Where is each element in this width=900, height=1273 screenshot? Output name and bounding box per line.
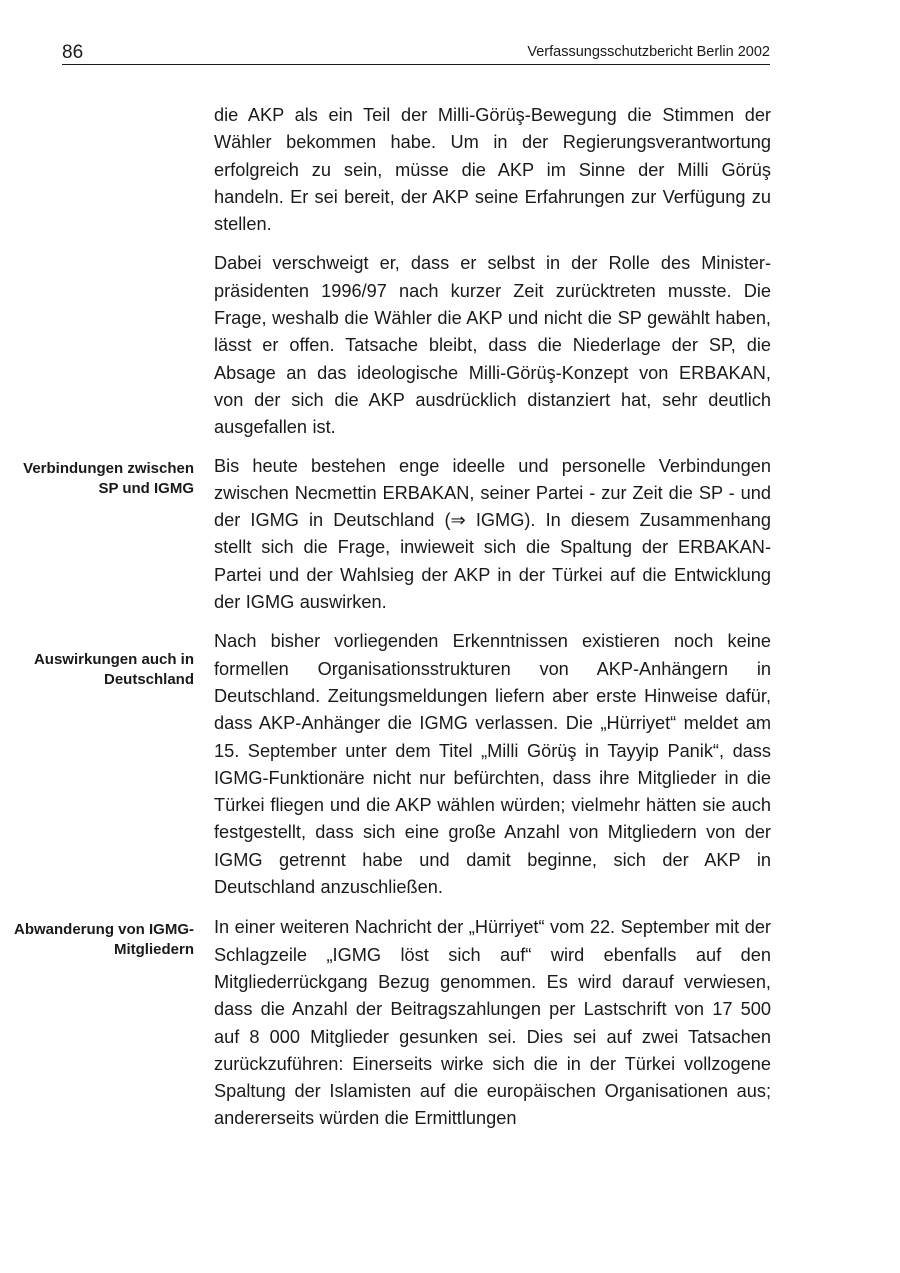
paragraph-section xyxy=(0,914,900,1132)
paragraph: die AKP als ein Teil der Milli-Görüş-Bewegung die Stimmen der Wähler bekommen habe. Um in der Regierungsverantwortung erfolgreich zu sein, müsse die AKP im Sinne der Milli Görüş handeln. Er sei bereit, der AKP seine Erfahrungen zur Verfügung zu stellen. xyxy=(214,105,771,235)
margin-note: Verbindungen zwischen SP und IGMG xyxy=(23,459,194,497)
paragraph: Bis heute bestehen enge ideelle und personelle Verbindungen zwischen Necmettin ERBAKAN, seiner Partei - zur Zeit die SP - und der IGMG in Deutschland (⇒ IGMG). In diesem Zusammenhang stellt sich die Frage, inwieweit sich die Spaltung der ERBAKAN-Partei und der Wahlsieg der AKP in der Türkei auf die Entwicklung der IGMG auswirken. xyxy=(214,455,771,613)
body-text xyxy=(0,102,900,1133)
paragraph: Dabei verschweigt er, dass er selbst in der Rolle des Ministerpräsidenten 1996/97 nach kurzer Zeit zurücktreten musste. Die Frage, weshalb die Wähler die AKP und nicht die SP gewählt haben, lässt er offen. Tatsache bleibt, dass die Niederlage der SP, die Absage an das ideologische Milli-Görüş-Konzept von ERBAKAN, von der sich die AKP ausdrücklich distanziert hat, sehr deutlich ausgefallen ist. xyxy=(214,253,771,438)
paragraph: Nach bisher vorliegenden Erkenntnissen existieren noch keine formellen Organisationsstrukturen von AKP-Anhängern in Deutschland. Zeitungsmeldungen liefern aber erste Hinweise dafür, dass AKP-Anhänger die IGMG verlassen. Die „Hürriyet“ meldet am 15. September unter dem Titel „Milli Görüş in Tayyip Panik“, dass IGMG-Funktionäre nicht nur befürchten, dass ihre Mitglieder in die Türkei fliegen und die AKP wählen würden; vielmehr hätten sie auch festgestellt, dass sich eine große Anzahl von Mitgliedern von der IGMG getrennt habe und damit beginne, sich der AKP in Deutschland anzuschließen. xyxy=(214,631,771,898)
margin-note: Auswirkungen auch in Deutschland xyxy=(33,651,194,689)
page-number: 86 xyxy=(62,42,84,63)
paragraph: In einer weiteren Nachricht der „Hürriyet“ vom 22. September mit der Schlagzeile „IGMG löst sich auf“ wird ebenfalls auf den Mitgliederrückgang Bezug genommen. Es wird darauf verwiesen, dass die Anzahl der Beitragszahlungen per Lastschrift von 17 500 auf 8 000 Mitglieder gesunken sei. Dies sei auf zwei Tatsachen zurückzuführen: Einerseits wirke sich die in der Türkei vollzogene Spaltung der Islamisten auf die europäischen Organisationen aus; andererseits würden die Ermittlungen xyxy=(214,917,771,1129)
page-header xyxy=(62,38,770,65)
paragraph-section xyxy=(0,628,900,901)
margin-note: Abwanderung von IGMG-Mitgliedern xyxy=(14,921,194,959)
paragraph-section xyxy=(0,102,900,238)
paragraph-section xyxy=(0,250,900,441)
running-title: Verfassungsschutzbericht Berlin 2002 xyxy=(527,44,770,60)
paragraph-section xyxy=(0,453,900,617)
